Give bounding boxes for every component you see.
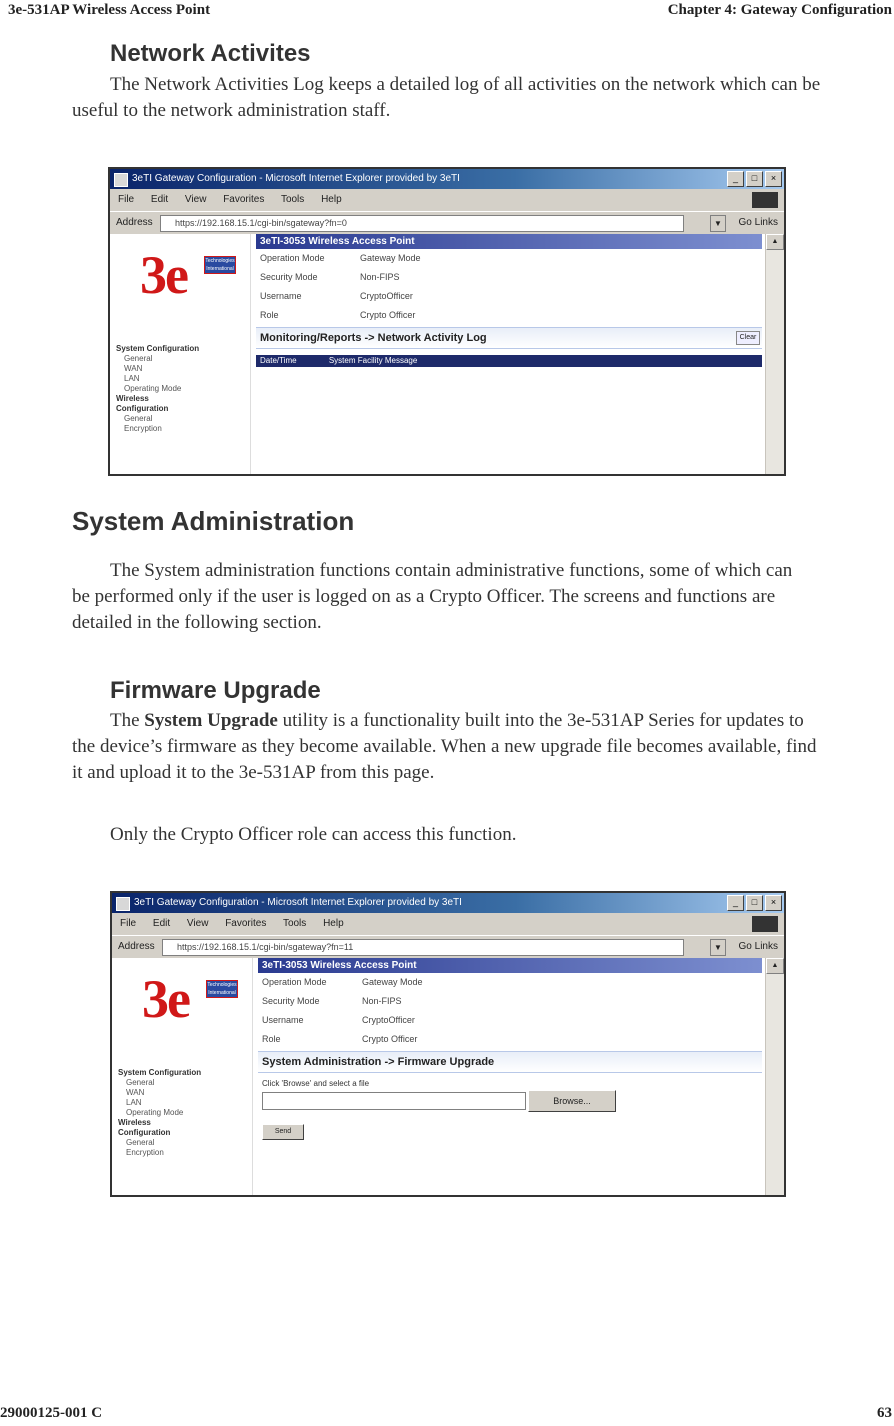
menu-help[interactable]: Help xyxy=(321,194,342,205)
info-key: Role xyxy=(262,1034,281,1044)
info-value: Gateway Mode xyxy=(362,977,423,987)
nav-item[interactable]: Operating Mode xyxy=(124,384,182,393)
network-activities-heading: Network Activites xyxy=(110,40,311,67)
menu-edit[interactable]: Edit xyxy=(152,918,171,929)
menu-help[interactable]: Help xyxy=(323,918,344,929)
windows-logo-icon xyxy=(752,916,778,932)
vertical-scrollbar[interactable] xyxy=(765,958,784,1195)
nav-list xyxy=(116,344,199,434)
firmware-upgrade-heading: Firmware Upgrade xyxy=(110,677,321,704)
nav-item[interactable]: Configuration xyxy=(116,404,169,413)
device-banner: 3eTI-3053 Wireless Access Point xyxy=(256,234,762,249)
links-label[interactable]: Go Links xyxy=(738,217,778,228)
file-select-label: Click 'Browse' and select a file xyxy=(262,1079,370,1088)
window-title: 3eTI Gateway Configuration - Microsoft Internet Explorer provided by 3eTI xyxy=(132,173,460,184)
menu-file[interactable]: File xyxy=(120,918,137,929)
info-value: Crypto Officer xyxy=(362,1034,418,1044)
left-navigation xyxy=(112,958,253,1195)
maximize-icon[interactable]: □ xyxy=(746,171,763,187)
column-date-time: Date/Time xyxy=(260,356,297,365)
ie-icon xyxy=(114,173,128,187)
crypto-officer-note: Only the Crypto Officer role can access this function. xyxy=(110,824,517,845)
address-bar xyxy=(112,935,784,958)
network-activity-screenshot xyxy=(108,167,786,476)
nav-item[interactable]: General xyxy=(126,1138,155,1147)
address-label: Address xyxy=(116,217,153,228)
address-dropdown-icon[interactable]: ▼ xyxy=(710,939,726,956)
close-icon[interactable]: × xyxy=(765,171,782,187)
3e-logo: 3e xyxy=(142,969,189,1029)
menu-tools[interactable]: Tools xyxy=(282,918,307,929)
menu-view[interactable]: View xyxy=(186,918,209,929)
menu-bar xyxy=(112,913,784,935)
window-title: 3eTI Gateway Configuration - Microsoft Internet Explorer provided by 3eTI xyxy=(134,897,462,908)
nav-item[interactable]: System Configuration xyxy=(116,344,200,353)
network-activities-paragraph: The Network Activities Log keeps a detailed log of all activities on the network which can be useful to the network administration staff. xyxy=(72,74,821,121)
browse-button[interactable]: Browse... xyxy=(528,1090,616,1112)
address-dropdown-icon[interactable]: ▼ xyxy=(710,215,726,232)
menu-file[interactable]: File xyxy=(118,194,135,205)
nav-item[interactable]: WAN xyxy=(124,364,143,373)
info-value: Crypto Officer xyxy=(360,310,416,320)
page-title: System Administration -> Firmware Upgrade xyxy=(258,1051,762,1073)
menu-bar xyxy=(110,189,784,211)
page-number: 63 xyxy=(877,1405,892,1421)
nav-item[interactable]: Configuration xyxy=(118,1128,171,1137)
info-key: Security Mode xyxy=(262,996,320,1006)
address-input[interactable]: https://192.168.15.1/cgi-bin/sgateway?fn=0 xyxy=(160,215,684,232)
ie-icon xyxy=(116,897,130,911)
nav-item[interactable]: Encryption xyxy=(124,424,162,433)
address-label: Address xyxy=(118,941,155,952)
3e-logo: 3e xyxy=(140,245,187,305)
windows-logo-icon xyxy=(752,192,778,208)
info-value: Non-FIPS xyxy=(362,996,402,1006)
nav-item[interactable]: LAN xyxy=(124,374,140,383)
menu-view[interactable]: View xyxy=(184,194,207,205)
minimize-icon[interactable]: _ xyxy=(727,895,744,911)
nav-item[interactable]: WAN xyxy=(126,1088,145,1097)
system-administration-heading: System Administration xyxy=(72,506,355,536)
info-key: Username xyxy=(262,1015,304,1025)
window-titlebar xyxy=(112,893,784,913)
main-panel xyxy=(258,958,762,1195)
menu-tools[interactable]: Tools xyxy=(280,194,305,205)
info-key: Role xyxy=(260,310,279,320)
nav-item[interactable]: Encryption xyxy=(126,1148,164,1157)
nav-item[interactable]: System Configuration xyxy=(118,1068,202,1077)
nav-item[interactable]: LAN xyxy=(126,1098,142,1107)
info-key: Operation Mode xyxy=(262,977,327,987)
clear-button[interactable]: Clear xyxy=(736,331,760,345)
nav-item[interactable]: General xyxy=(124,354,153,363)
firmware-upgrade-screenshot xyxy=(110,891,786,1197)
menu-edit[interactable]: Edit xyxy=(150,194,169,205)
scroll-up-icon[interactable]: ▲ xyxy=(766,958,784,974)
info-value: Gateway Mode xyxy=(360,253,421,263)
vertical-scrollbar[interactable] xyxy=(765,234,784,474)
info-key: Security Mode xyxy=(260,272,318,282)
nav-item[interactable]: General xyxy=(126,1078,155,1087)
nav-item[interactable]: Wireless xyxy=(118,1118,151,1127)
running-header-right: Chapter 4: Gateway Configuration xyxy=(667,2,892,18)
page-title: Monitoring/Reports -> Network Activity Log Clear xyxy=(256,327,762,349)
scroll-up-icon[interactable]: ▲ xyxy=(766,234,784,250)
log-table-header xyxy=(256,355,762,367)
minimize-icon[interactable]: _ xyxy=(727,171,744,187)
links-label[interactable]: Go Links xyxy=(738,941,778,952)
address-input[interactable]: https://192.168.15.1/cgi-bin/sgateway?fn=11 xyxy=(162,939,684,956)
running-header-left: 3e-531AP Wireless Access Point xyxy=(8,2,211,18)
maximize-icon[interactable]: □ xyxy=(746,895,763,911)
system-administration-paragraph: The System administration functions contain administrative functions, some of which can be performed only if the user is logged on as a Crypto Officer. The screens and functions are detailed in the following section. xyxy=(72,560,793,633)
column-message: System Facility Message xyxy=(328,356,418,365)
main-panel xyxy=(256,234,762,474)
file-path-input[interactable] xyxy=(262,1092,526,1110)
nav-item[interactable]: Wireless xyxy=(116,394,149,403)
company-logo-box: Technologies International xyxy=(205,258,235,272)
footer-doc-number: 29000125-001 C xyxy=(0,1405,103,1421)
close-icon[interactable]: × xyxy=(765,895,782,911)
info-value: CryptoOfficer xyxy=(362,1015,415,1025)
left-navigation xyxy=(110,234,251,474)
window-titlebar xyxy=(110,169,784,189)
info-key: Username xyxy=(260,291,302,301)
device-banner: 3eTI-3053 Wireless Access Point xyxy=(258,958,762,973)
nav-item[interactable]: General xyxy=(124,414,153,423)
info-key: Operation Mode xyxy=(260,253,325,263)
company-logo-box: Technologies International xyxy=(207,982,237,996)
nav-list xyxy=(118,1068,201,1158)
info-value: CryptoOfficer xyxy=(360,291,413,301)
send-button[interactable]: Send xyxy=(262,1124,304,1140)
menu-favorites[interactable]: Favorites xyxy=(225,918,267,929)
address-bar xyxy=(110,211,784,234)
system-upgrade-term: System Upgrade xyxy=(144,710,278,731)
nav-item[interactable]: Operating Mode xyxy=(126,1108,184,1117)
menu-favorites[interactable]: Favorites xyxy=(223,194,265,205)
info-value: Non-FIPS xyxy=(360,272,400,282)
firmware-upgrade-paragraph: The System Upgrade utility is a functionality built into the 3e-531AP Series for updates to the device’s firmware as they become available. When a new upgrade file becomes available, find it and upload it to the 3e-531AP from this page. xyxy=(72,710,817,783)
